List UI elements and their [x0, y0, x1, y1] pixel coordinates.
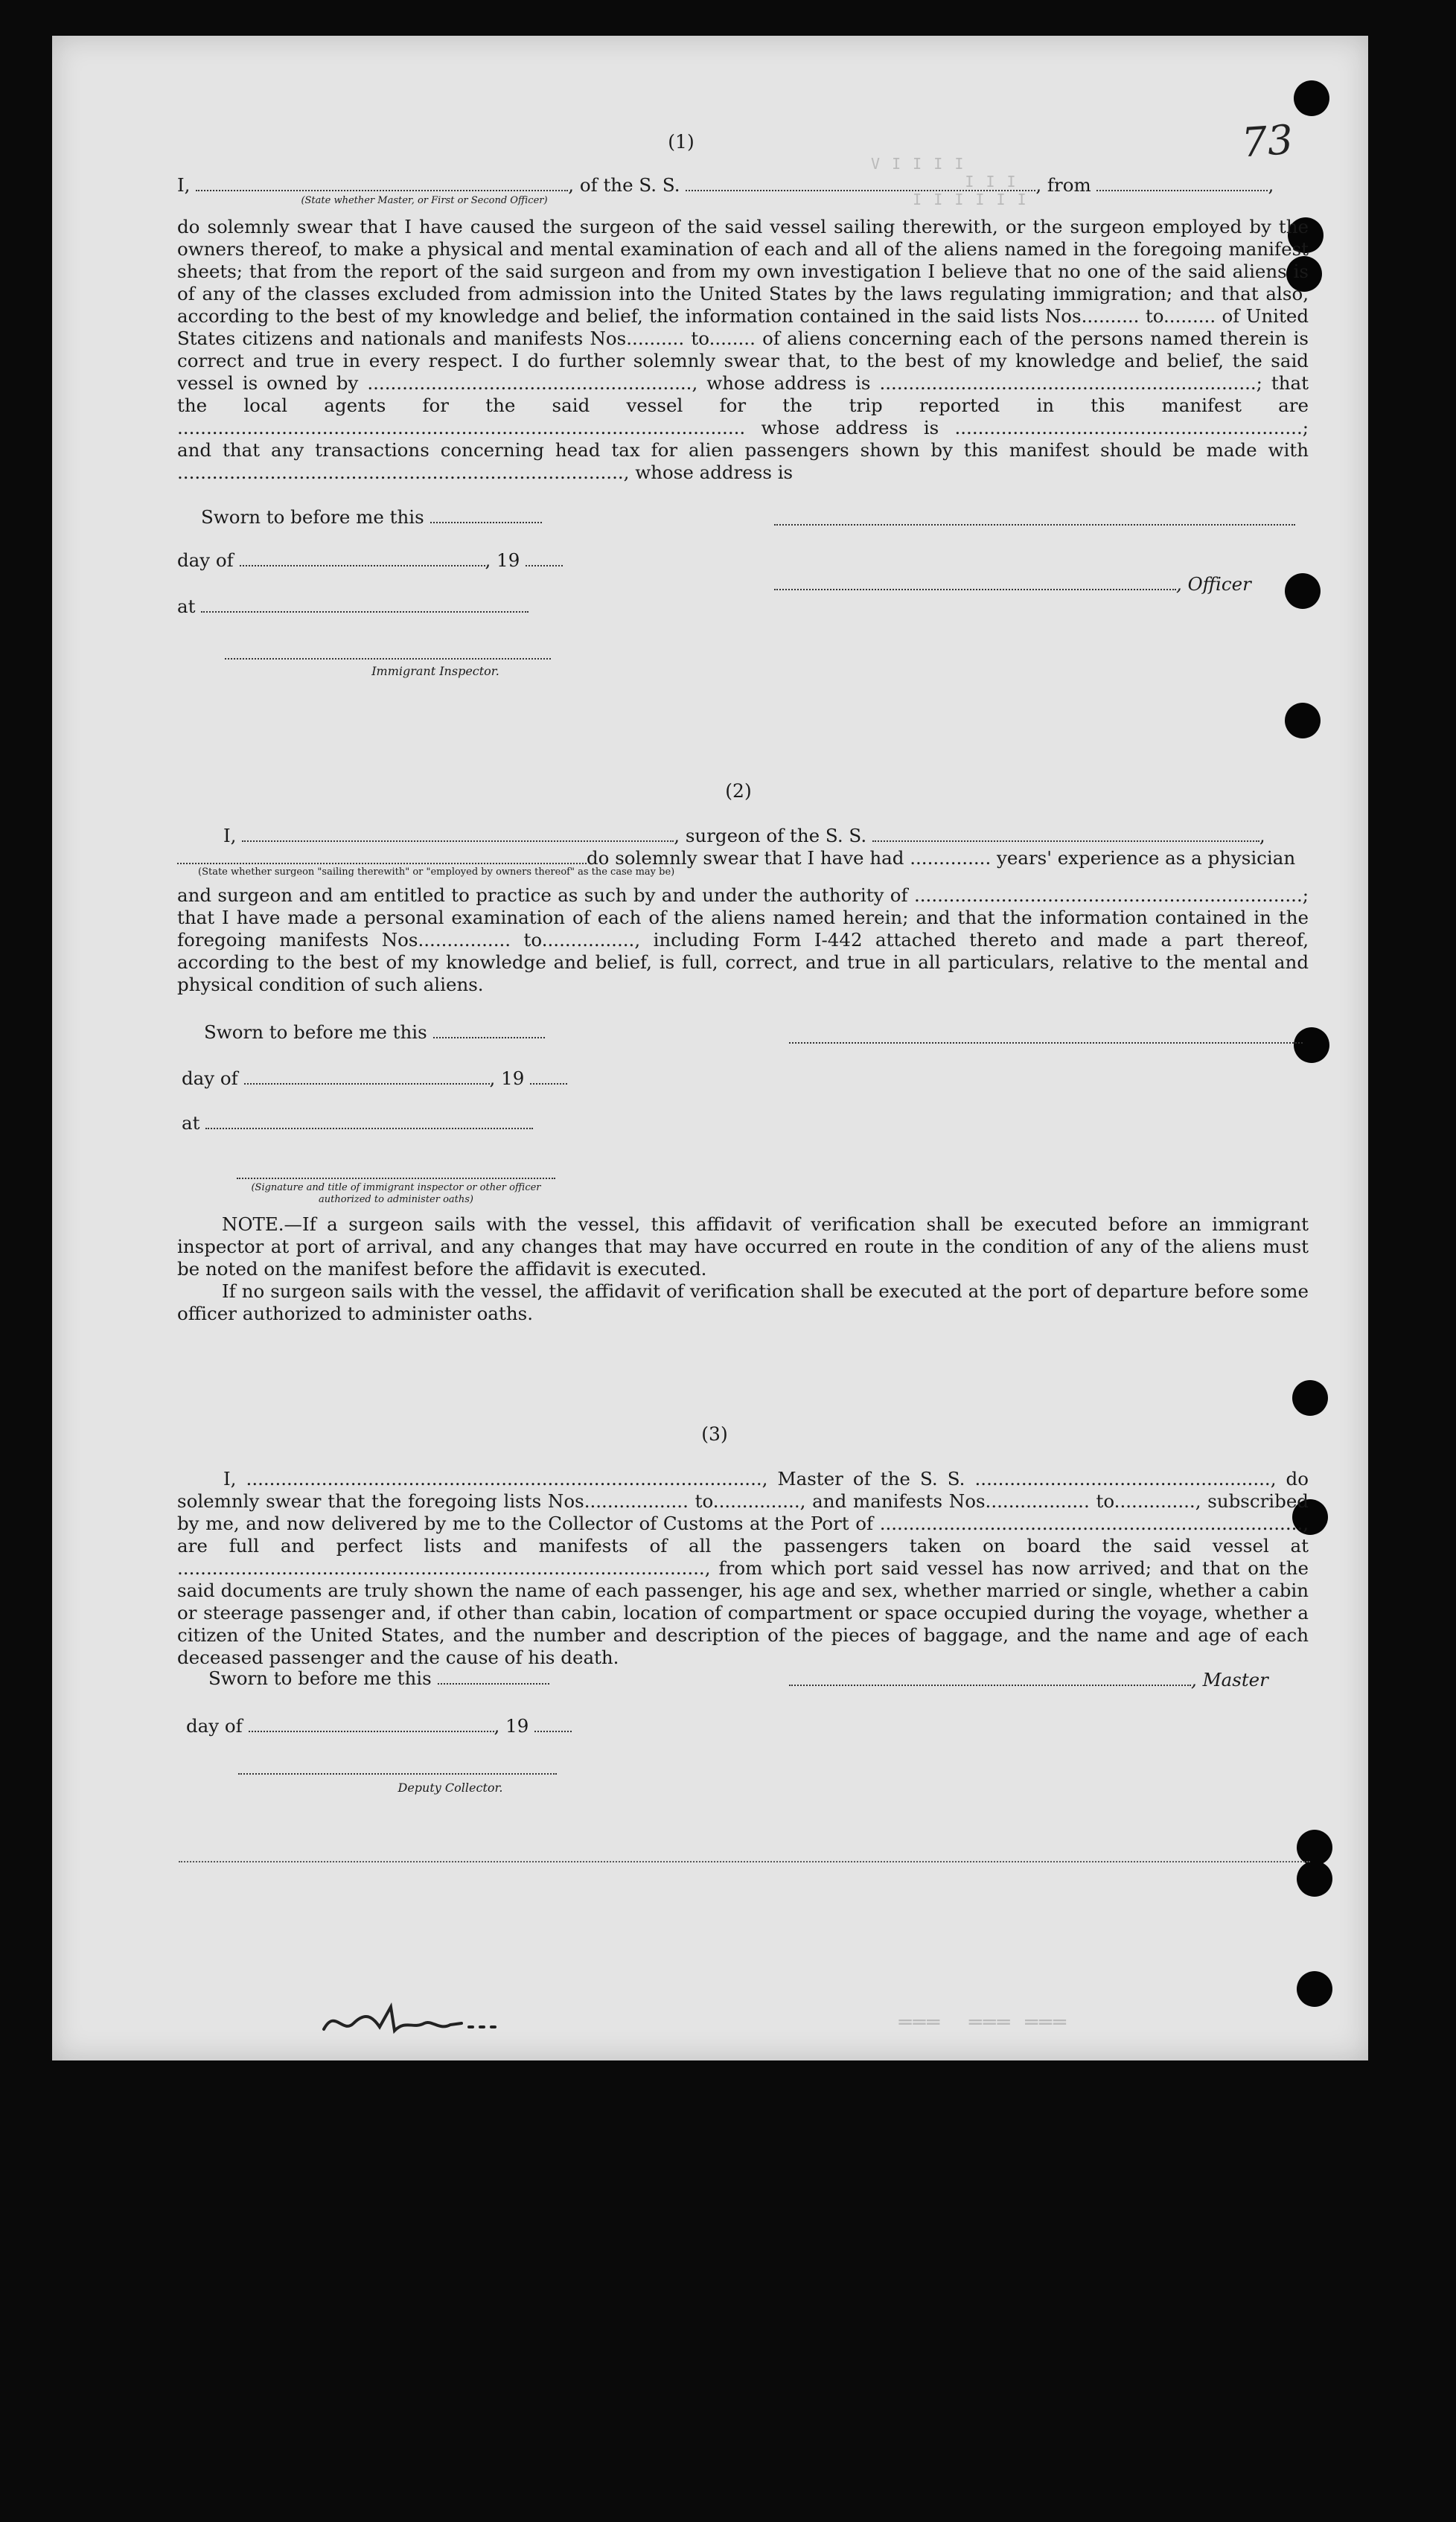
bleed-through-text: V I I I I I I I I I I I I I: [871, 155, 1028, 208]
experience-text: do solemnly swear that I have had .............. years' experience as a physician: [587, 847, 1296, 869]
section-2-title: (2): [725, 780, 752, 802]
section-2-day: [182, 1067, 567, 1089]
master-line: [789, 1669, 1268, 1691]
surgeon-label: , surgeon of the S. S.: [674, 825, 867, 846]
section-2-sworn: [204, 1021, 545, 1043]
signature-caption: (Signature and title of immigrant inspector or other officer authorized to administer oaths): [251, 1182, 541, 1205]
binding-hole: [1285, 703, 1321, 738]
sworn-blank: [430, 507, 542, 523]
section-2-line1: I, , surgeon of the S. S. ,: [223, 825, 1265, 846]
year-blank: [530, 1068, 567, 1085]
sworn-blank: [433, 1022, 545, 1038]
section-1-sworn: [201, 506, 542, 528]
section-1-day: [177, 549, 563, 571]
sworn-label: Sworn to before me this: [204, 1021, 427, 1043]
binding-hole: [1297, 1971, 1332, 2007]
sworn-label: Sworn to before me this: [208, 1667, 432, 1689]
section-1-caption: (State whether Master, or First or Second Officer): [301, 195, 548, 206]
sworn-blank: [438, 1668, 549, 1685]
day-of-label: day of: [177, 549, 234, 571]
section-2-caption: (State whether surgeon "sailing therewith" or "employed by owners thereof" as the case may be): [198, 866, 675, 878]
binding-hole: [1297, 1830, 1332, 1865]
section-3-paragraph: I, ........................................................................................., Master of the S. S. ..................................................., do solemnly swear that the foregoing lists Nos.................. to..............., and manifests Nos.................. to.............., subscribed by me, and now delivered by me to the Collector of Customs at the Port of ........................................................................., are full and perfect lists and manifests of all the passengers taken on board the said vessel at ..........................................................................................., from which port said vessel has now arrived; and that on the said documents are truly shown the name of each passenger, his age and sex, whether married or single, whether a cabin or steerage passenger and, if other than cabin, location of compartment or space occupied during the voyage, whether a citizen of the United States, and the number and description of the pieces of baggage, and the name and age of each deceased passenger and the cause of his death.: [177, 1468, 1309, 1668]
vessel-label: , of the S. S.: [568, 174, 680, 196]
name-blank: [196, 175, 568, 191]
officer-signature-line: [774, 524, 1295, 526]
deputy-collector-caption: Deputy Collector.: [397, 1781, 503, 1795]
handwritten-signature: [320, 2001, 521, 2038]
from-blank: [1096, 175, 1268, 191]
prefix-i: I,: [177, 174, 191, 196]
section-3-sworn: [208, 1667, 549, 1689]
surgeon-type-blank: [177, 848, 587, 864]
at-label: at: [182, 1112, 200, 1134]
binding-hole: [1285, 573, 1321, 609]
year-label: , 19: [494, 1715, 529, 1737]
deputy-signature-line: [238, 1773, 557, 1775]
bottom-divider: [179, 1861, 1310, 1862]
binding-hole: [1294, 80, 1329, 116]
binding-hole: [1294, 1027, 1329, 1063]
master-blank: [789, 1670, 1191, 1686]
binding-hole: [1292, 1380, 1328, 1416]
page-number: 73: [1240, 115, 1295, 167]
section-2-paragraph: and surgeon and am entitled to practice as such by and under the authority of ...................................................................; that I have made a personal examination of each of the aliens named herein; and that the information contained in the foregoing manifests Nos................ to................, including Form I-442 attached thereto and made a part thereof, according to the best of my knowledge and belief, is full, correct, and true in all particulars, relative to the mental and physical condition of such aliens.: [177, 884, 1309, 995]
inspector-signature-line: [225, 658, 551, 660]
year-blank: [534, 1716, 572, 1732]
section-2-line2: [177, 847, 1295, 869]
immigrant-inspector-caption: Immigrant Inspector.: [371, 664, 499, 678]
section-1-title: (1): [668, 131, 695, 153]
officer-label: , Officer: [1176, 573, 1251, 595]
section-2-at: [182, 1112, 533, 1134]
section-1-line1: I, , of the S. S. , from ,: [177, 174, 1274, 196]
at-label: at: [177, 596, 196, 617]
document-page: [52, 36, 1368, 2060]
section-1-paragraph: do solemnly swear that I have caused the surgeon of the said vessel sailing therewith, or the surgeon employed by the owners thereof, to make a physical and mental examination of each and all of the aliens named in the foregoing manifest sheets; that from the report of the said surgeon and from my own investigation I believe that no one of the said aliens is of any of the classes excluded from admission into the United States by the laws regulating immigration; and that also, according to the best of my knowledge and belief, the information contained in the said lists Nos.......... to......... of United States citizens and nationals and manifests Nos.......... to........ of aliens concerning each of the persons named therein is correct and true in every respect. I do further solemnly swear that, to the best of my knowledge and belief, the said vessel is owned by ........................................................, whose address is .................................................................; that the local agents for the said vessel for the trip reported in this manifest are .................................................................................................. whose address is ............................................................; and that any transactions concerning head tax for alien passengers shown by this manifest should be made with ............................................................................., whose address is: [177, 216, 1309, 483]
day-of-label: day of: [186, 1715, 243, 1737]
year-label: , 19: [489, 1067, 525, 1089]
day-blank: [240, 550, 485, 566]
surgeon-note: NOTE.—If a surgeon sails with the vessel, this affidavit of verification shall be executed before an immigrant inspector at port of arrival, and any changes that may have occurred en route in the condition of any of the aliens must be noted on the manifest before the affidavit is executed.: [177, 1213, 1309, 1280]
master-label: , Master: [1191, 1669, 1268, 1691]
day-blank: [249, 1716, 494, 1732]
no-surgeon-note: If no surgeon sails with the vessel, the affidavit of verification shall be executed at the port of departure before some officer authorized to administer oaths.: [177, 1280, 1309, 1324]
section-3-title: (3): [701, 1423, 728, 1445]
surgeon-name-blank: [242, 826, 674, 842]
officer-blank: [774, 574, 1176, 590]
officer-line: [774, 573, 1251, 595]
at-blank: [201, 596, 529, 613]
sworn-label: Sworn to before me this: [201, 506, 424, 528]
year-label: , 19: [485, 549, 520, 571]
at-blank: [205, 1113, 533, 1129]
bleed-through-stamp: ═══ ═══ ═══: [871, 2010, 1068, 2034]
year-blank: [526, 550, 563, 566]
day-blank: [244, 1068, 490, 1085]
section-1-at: [177, 596, 529, 617]
section-3-day: [186, 1715, 572, 1737]
day-of-label: day of: [182, 1067, 238, 1089]
vessel-blank: [686, 175, 1035, 191]
officer-signature-line: [237, 1178, 555, 1179]
surgeon-signature-line: [789, 1042, 1303, 1044]
ss-blank: [872, 826, 1259, 842]
prefix-i: I,: [223, 825, 237, 846]
binding-hole: [1297, 1861, 1332, 1897]
from-label: , from: [1035, 174, 1091, 196]
